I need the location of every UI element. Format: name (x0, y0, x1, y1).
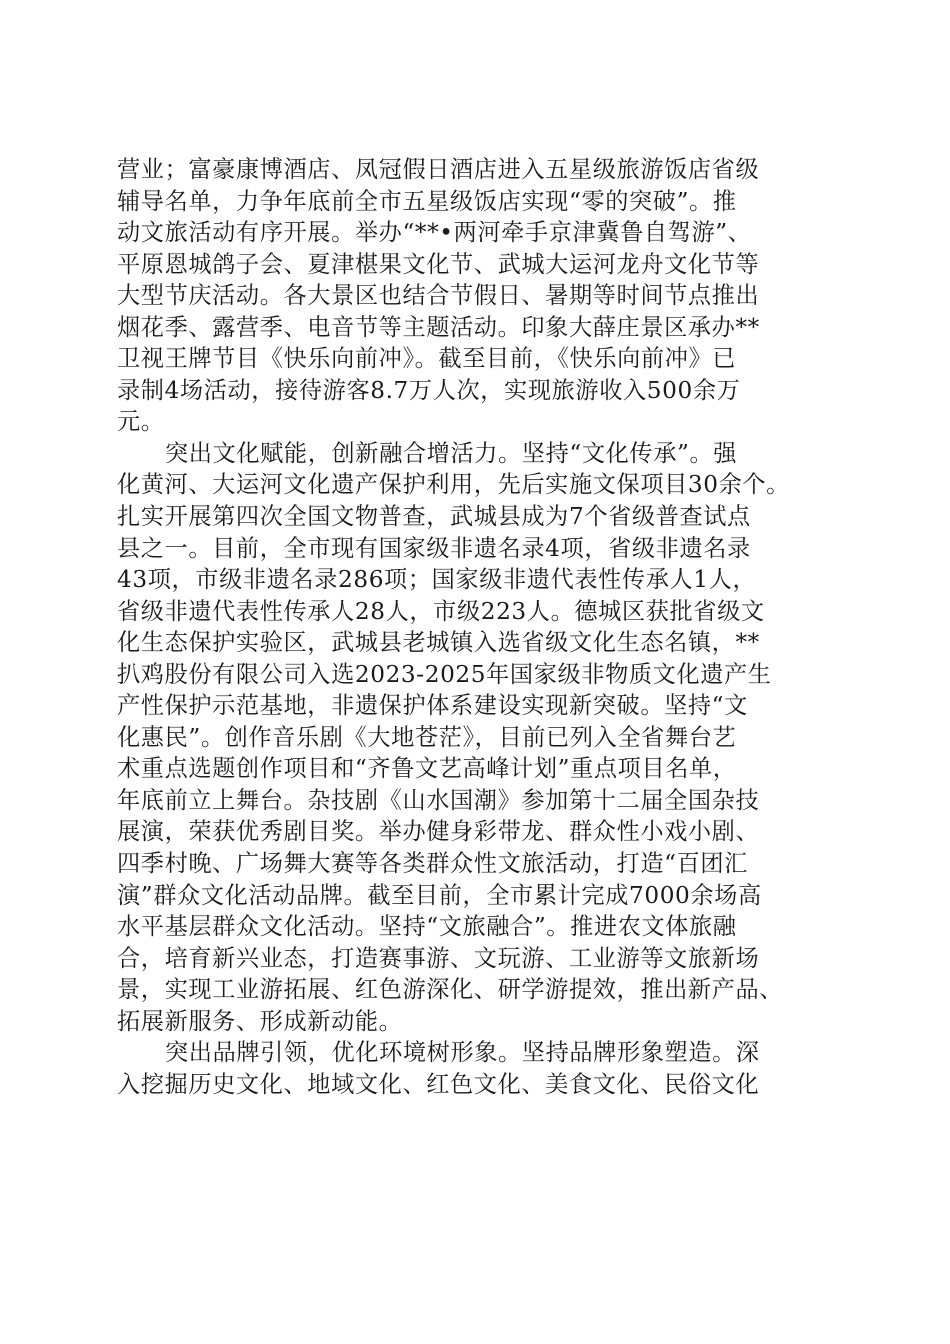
text-line: 合，培育新兴业态，打造赛事游、文玩游、工业游等文旅新场 (117, 944, 760, 972)
text-line: 大型节庆活动。各大景区也结合节假日、暑期等时间节点推出 (117, 282, 760, 310)
text-line: 展演，荣获优秀剧目奖。举办健身彩带龙、群众性小戏小剧、 (117, 818, 760, 846)
text-line: 突出品牌引领，优化环境树形象。坚持品牌形象塑造。深 (165, 1039, 760, 1067)
text-line: 术重点选题创作项目和“齐鲁文艺高峰计划”重点项目名单， (117, 755, 737, 783)
text-line: 化生态保护实验区，武城县老城镇入选省级文化生态名镇，** (117, 629, 760, 657)
paragraph-hotels-and-events (117, 154, 829, 438)
text-line: 平原恩城鸽子会、夏津椹果文化节、武城大运河龙舟文化节等 (117, 250, 760, 278)
text-line: 扒鸡股份有限公司入选2023-2025年国家级非物质文化遗产生 (117, 660, 772, 688)
text-line: 扎实开展第四次全国文物普查，武城县成为7个省级普查试点 (117, 503, 751, 531)
text-line: 景，实现工业游拓展、红色游深化、研学游提效，推出新产品、 (117, 976, 784, 1004)
text-line: 县之一。目前，全市现有国家级非遗名录4项，省级非遗名录 (117, 534, 751, 562)
text-line: 省级非遗代表性传承人28人，市级223人。德城区获批省级文 (117, 597, 765, 625)
text-line: 拓展新服务、形成新动能。 (117, 1007, 403, 1035)
text-line: 元。 (117, 408, 165, 436)
text-line: 营业；富豪康博酒店、凤冠假日酒店进入五星级旅游饭店省级 (117, 156, 760, 183)
text-line: 录制4场活动，接待游客8.7万人次，实现旅游收入500余万 (117, 376, 741, 404)
text-line: 四季村晚、广场舞大赛等各类群众性文旅活动，打造“百团汇 (117, 850, 748, 878)
text-line: 年底前立上舞台。杂技剧《山水国潮》参加第十二届全国杂技 (117, 786, 760, 814)
text-line: 入挖掘历史文化、地域文化、红色文化、美食文化、民俗文化 (117, 1070, 760, 1098)
text-line: 卫视王牌节目《快乐向前冲》。截至目前，《快乐向前冲》已 (117, 345, 737, 373)
text-line: 烟花季、露营季、电音节等主题活动。印象大薛庄景区承办** (117, 313, 760, 341)
document-body (117, 154, 829, 1100)
text-line: 辅导名单，力争年底前全市五星级饭店实现“零的突破”。推 (117, 187, 737, 215)
text-line: 43项，市级非遗名录286项；国家级非遗代表性传承人1人， (117, 566, 757, 594)
paragraph-brand-leadership (117, 1037, 829, 1100)
text-line: 动文旅活动有序开展。举办“**•两河牵手京津冀鲁自驾游”、 (117, 219, 752, 247)
text-line: 化惠民”。创作音乐剧《大地苍茫》，目前已列入全省舞台艺 (117, 723, 737, 751)
text-line: 产性保护示范基地，非遗保护体系建设实现新突破。坚持“文 (117, 692, 748, 720)
text-line: 演”群众文化活动品牌。截至目前，全市累计完成7000余场高 (117, 881, 762, 909)
text-line: 化黄河、大运河文化遗产保护利用，先后实施文保项目30余个。 (117, 471, 790, 499)
paragraph-culture-empowerment (117, 438, 829, 1037)
text-line: 水平基层群众文化活动。坚持“文旅融合”。推进农文体旅融 (117, 913, 737, 941)
text-line: 突出文化赋能，创新融合增活力。坚持“文化传承”。强 (165, 439, 738, 467)
